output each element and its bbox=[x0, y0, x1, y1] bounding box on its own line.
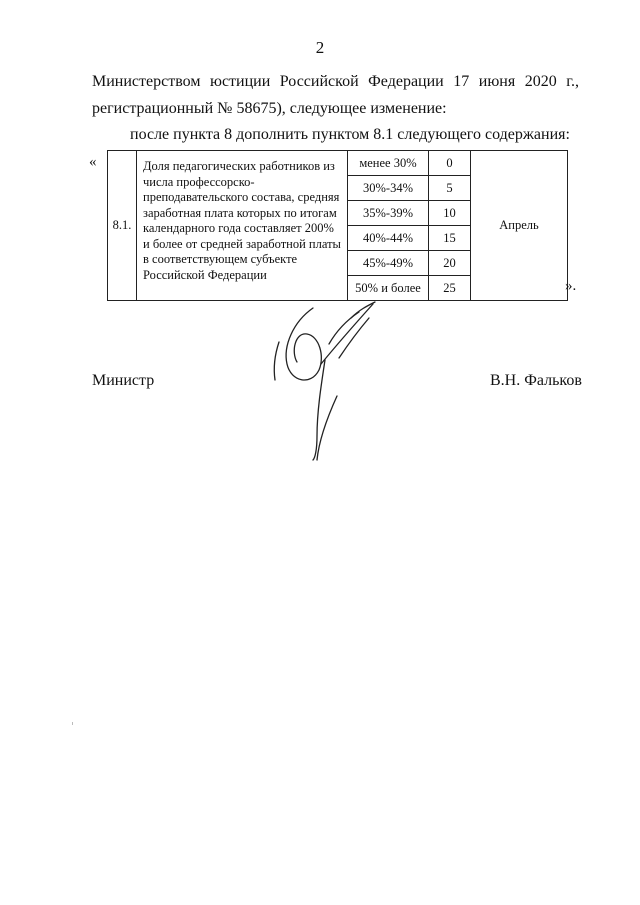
range-cell: 35%-39% bbox=[348, 201, 429, 226]
range-cell: менее 30% bbox=[348, 151, 429, 176]
range-cell: 50% и более bbox=[348, 276, 429, 301]
signatory-name: В.Н. Фальков bbox=[490, 372, 582, 389]
scan-speck bbox=[72, 722, 73, 725]
points-cell: 25 bbox=[429, 276, 471, 301]
table-row bbox=[108, 151, 568, 176]
item-number-cell: 8.1. bbox=[108, 151, 137, 301]
description-cell: Доля педагогических работников из числа профессорско-преподавательского состава, средняя заработная плата которых по итогам календарного года составляет 200% и более от средней заработной платы в соответствующем субъекте Российской Федерации bbox=[137, 151, 348, 301]
paragraph-line-2: регистрационный № 58675), следующее изменение: bbox=[92, 100, 447, 117]
closing-quote: ». bbox=[565, 278, 577, 294]
points-cell: 15 bbox=[429, 226, 471, 251]
points-cell: 20 bbox=[429, 251, 471, 276]
handwritten-signature bbox=[255, 300, 385, 470]
signatory-title: Министр bbox=[92, 372, 155, 389]
points-cell: 10 bbox=[429, 201, 471, 226]
page-number: 2 bbox=[315, 38, 325, 57]
range-cell: 45%-49% bbox=[348, 251, 429, 276]
criteria-table bbox=[107, 150, 568, 301]
paragraph-line-1: Министерством юстиции Российской Федерации 17 июня 2020 г., bbox=[92, 73, 579, 90]
range-cell: 40%-44% bbox=[348, 226, 429, 251]
month-cell: Апрель bbox=[471, 151, 568, 301]
opening-quote: « bbox=[89, 154, 97, 170]
points-cell: 0 bbox=[429, 151, 471, 176]
points-cell: 5 bbox=[429, 176, 471, 201]
paragraph-line-3: после пункта 8 дополнить пунктом 8.1 следующего содержания: bbox=[130, 126, 570, 143]
range-cell: 30%-34% bbox=[348, 176, 429, 201]
